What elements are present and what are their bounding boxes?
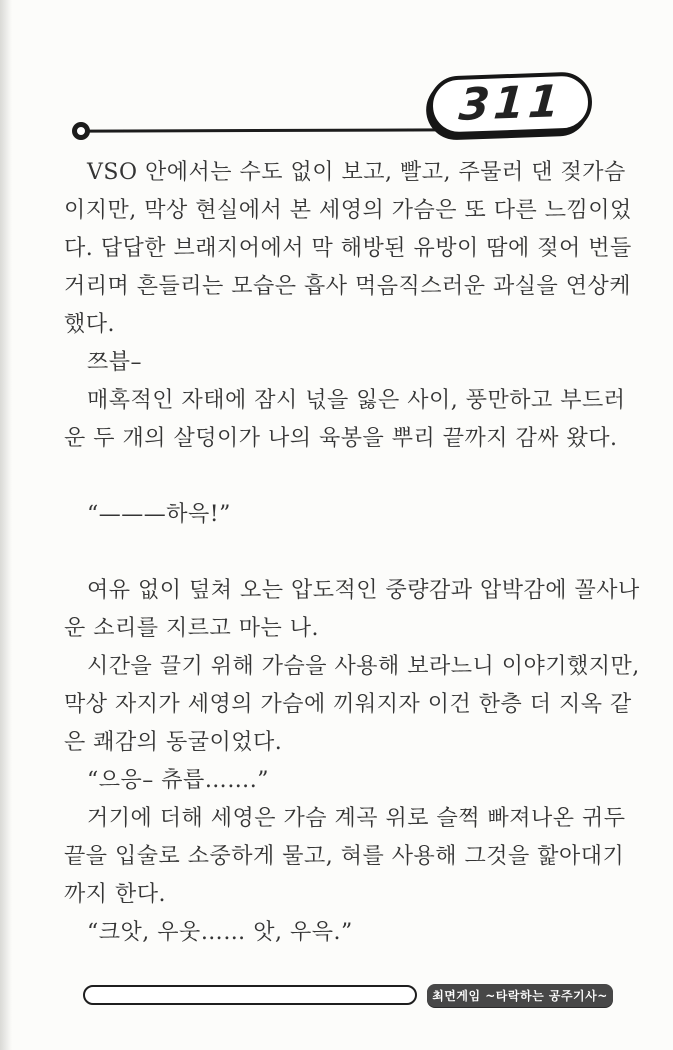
text-line: 이지만, 막상 현실에서 본 세영의 가슴은 또 다른 느낌이었	[64, 198, 632, 223]
text-line: “———하윽!”	[87, 502, 231, 527]
text-line: 운 두 개의 살덩이가 나의 육봉을 뿌리 끝까지 감싸 왔다.	[64, 426, 618, 451]
book-title: 최면게임 ~타락하는 공주기사~	[432, 989, 608, 1003]
blank-line	[64, 534, 613, 572]
text-line: 끝을 입술로 소중하게 물고, 혀를 사용해 그것을 핥아대기	[64, 844, 625, 869]
text-line: 거리며 흔들리는 모습은 흡사 먹음직스러운 과실을 연상케	[64, 274, 632, 299]
body-text	[64, 154, 640, 952]
text-line: “으응– 츄릅…….”	[87, 768, 269, 793]
page-number: 311	[456, 76, 565, 131]
text-line: 까지 한다.	[64, 882, 166, 907]
text-line: 막상 자지가 세영의 가슴에 끼워지자 이건 한층 더 지옥 같	[64, 692, 632, 717]
text-line: 쯔븝–	[87, 350, 143, 375]
footer-rule-pill	[83, 985, 417, 1005]
text-line: 운 소리를 지르고 마는 나.	[64, 616, 319, 641]
text-line: 은 쾌감의 동굴이었다.	[64, 730, 283, 755]
blank-line	[64, 458, 613, 496]
page-number-badge	[428, 71, 593, 137]
header-rule-line	[88, 128, 440, 132]
text-line: 시간을 끌기 위해 가슴을 사용해 보라느니 이야기했지만,	[87, 654, 640, 679]
text-line: VSO 안에서는 수도 없이 보고, 빨고, 주물러 댄 젖가슴	[87, 160, 626, 185]
text-line: 했다.	[64, 312, 115, 337]
text-line: 매혹적인 자태에 잠시 넋을 잃은 사이, 풍만하고 부드러	[87, 388, 626, 413]
text-line: 다. 답답한 브래지어에서 막 해방된 유방이 땀에 젖어 번들	[64, 236, 632, 261]
scan-edge-shadow	[0, 0, 12, 1050]
text-line: 여유 없이 덮쳐 오는 압도적인 중량감과 압박감에 꼴사나	[87, 578, 640, 603]
text-line: 거기에 더해 세영은 가슴 계곡 위로 슬쩍 빠져나온 귀두	[87, 806, 626, 831]
text-line: “크앗, 우웃…… 앗, 우윽.”	[87, 920, 353, 945]
footer-title-badge	[427, 984, 613, 1007]
